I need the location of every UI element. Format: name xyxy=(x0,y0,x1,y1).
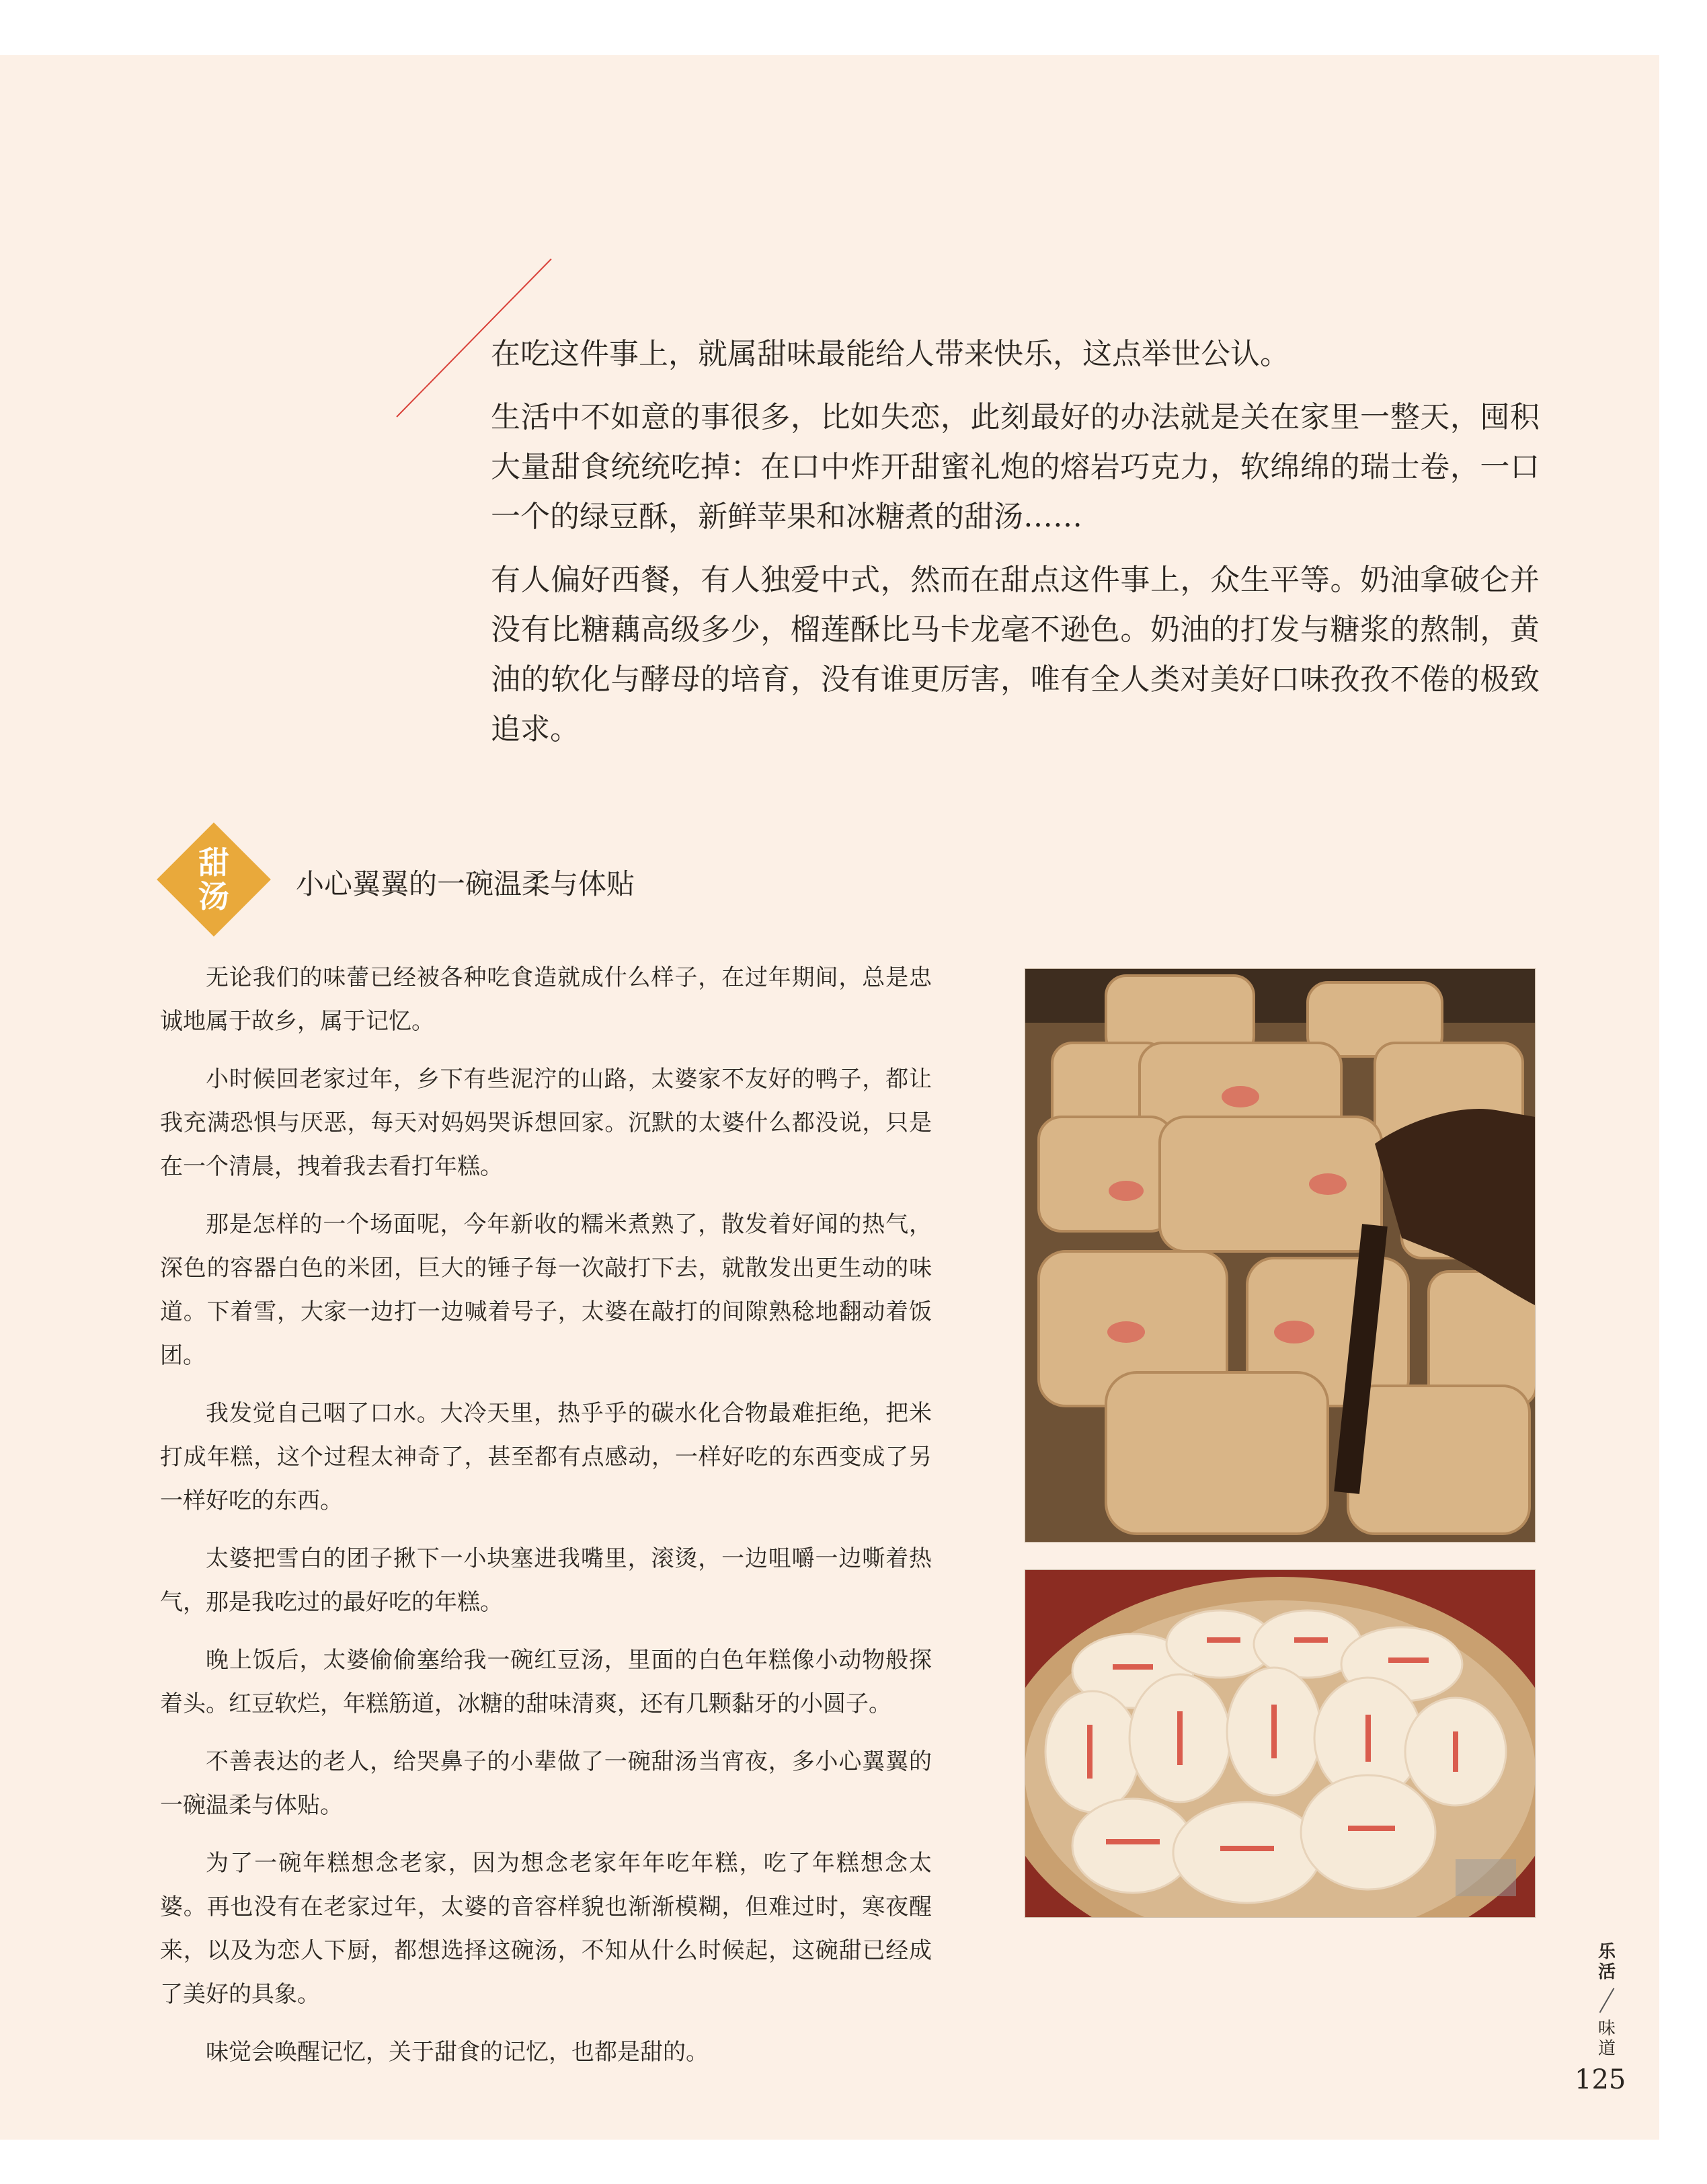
body-paragraph-2: 小时候回老家过年，乡下有些泥泞的山路，太婆家不友好的鸭子，都让我充满恐惧与厌恶，每天对妈妈哭诉想回家。沉默的太婆什么都没说，只是在一个清晨，拽着我去看打年糕。 xyxy=(160,1066,932,1180)
section-tab xyxy=(1593,1942,1620,2059)
section-tab-category: 乐活 xyxy=(1597,1942,1616,1982)
body-paragraph-5: 太婆把雪白的团子揪下一小块塞进我嘴里，滚烫，一边咀嚼一边嘶着热气，那是我吃过的最好吃的年糕。 xyxy=(160,1545,932,1616)
rice-cake-photo xyxy=(1025,968,1536,1543)
section-title: 小心翼翼的一碗温柔与体贴 xyxy=(296,867,635,900)
badge-char-2: 汤 xyxy=(198,878,229,914)
intro-paragraph-1: 在吃这件事上，就属甜味最能给人带来快乐，这点举世公认。 xyxy=(491,337,1289,371)
steamed-buns-photo xyxy=(1025,1569,1536,1918)
section-tab-divider xyxy=(1599,1988,1615,2013)
intro-paragraph-2: 生活中不如意的事很多，比如失恋，此刻最好的办法就是关在家里一整天，囤积大量甜食统统吃掉：在口中炸开甜蜜礼炮的熔岩巧克力，软绵绵的瑞士卷，一口一个的绿豆酥，新鲜苹果和冰糖煮的甜汤…… xyxy=(491,400,1540,534)
body-paragraph-7: 不善表达的老人，给哭鼻子的小辈做了一碗甜汤当宵夜，多小心翼翼的一碗温柔与体贴。 xyxy=(160,1748,932,1819)
body-paragraph-6: 晚上饭后，太婆偷偷塞给我一碗红豆汤，里面的白色年糕像小动物般探着头。红豆软烂，年糕筋道，冰糖的甜味清爽，还有几颗黏牙的小圆子。 xyxy=(160,1647,932,1717)
intro-paragraph-3: 有人偏好西餐，有人独爱中式，然而在甜点这件事上，众生平等。奶油拿破仑并没有比糖藕高级多少，榴莲酥比马卡龙毫不逊色。奶油的打发与糖浆的熬制，黄油的软化与酵母的培育，没有谁更厉害，唯有全人类对美好口味孜孜不倦的极致追求。 xyxy=(491,563,1540,746)
body-paragraph-1: 无论我们的味蕾已经被各种吃食造就成什么样子，在过年期间，总是忠诚地属于故乡，属于记忆。 xyxy=(160,964,932,1035)
badge-char-1: 甜 xyxy=(198,845,229,881)
body-paragraph-3: 那是怎样的一个场面呢，今年新收的糯米煮熟了，散发着好闻的热气，深色的容器白色的米团，巨大的锤子每一次敲打下去，就散发出更生动的味道。下着雪，大家一边打一边喊着号子，太婆在敲打的间隙熟稔地翻动着饭团。 xyxy=(160,1211,932,1369)
article-body xyxy=(160,956,932,2089)
body-paragraph-9: 味觉会唤醒记忆，关于甜食的记忆，也都是甜的。 xyxy=(206,2039,709,2066)
intro-text xyxy=(491,329,1540,768)
body-paragraph-4: 我发觉自己咽了口水。大冷天里，热乎乎的碳水化合物最难拒绝，把米打成年糕，这个过程太神奇了，甚至都有点感动，一样好吃的东西变成了另一样好吃的东西。 xyxy=(160,1400,932,1514)
section-badge-label xyxy=(173,839,254,920)
body-paragraph-8: 为了一碗年糕想念老家，因为想念老家年年吃年糕，吃了年糕想念太婆。再也没有在老家过年，太婆的音容样貌也渐渐模糊，但难过时，寒夜醒来，以及为恋人下厨，都想选择这碗汤，不知从什么时候起，这碗甜已经成了美好的具象。 xyxy=(160,1850,932,2008)
page-number: 125 xyxy=(1575,2064,1626,2095)
section-tab-subcategory: 味道 xyxy=(1597,2019,1616,2059)
